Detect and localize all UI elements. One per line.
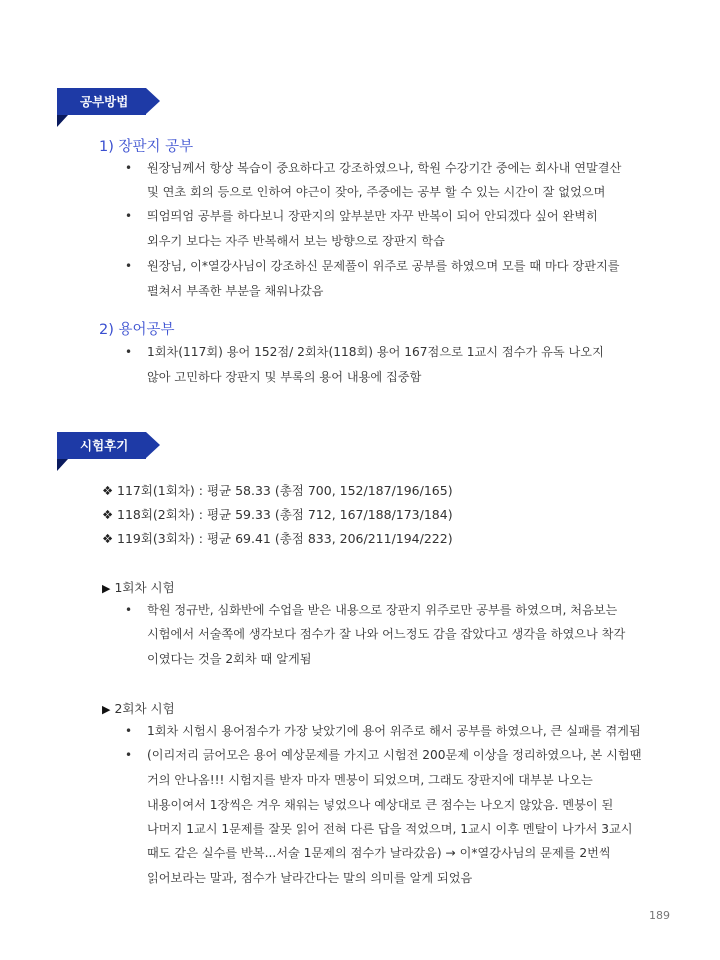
diamond-bullet-icon: ❖ bbox=[102, 507, 114, 522]
bullet: • bbox=[125, 161, 133, 175]
score-text: 119회(3회차) : 평균 69.41 (총점 833, 206/211/194/222) bbox=[117, 531, 453, 546]
text-line: 띄엄띄엄 공부를 하다보니 장판지의 앞부분만 자꾸 반복이 되어 안되겠다 싶어 완벽히 bbox=[147, 209, 598, 223]
text-line: 학원 정규반, 심화반에 수업을 받은 내용으로 장판지 위주로만 공부를 하였으며, 처음보는 bbox=[147, 603, 618, 617]
text-line: 및 연초 회의 등으로 인하여 야근이 잦아, 주중에는 공부 할 수 있는 시간이 잘 없었으며 bbox=[147, 185, 606, 199]
page-number: 189 bbox=[649, 909, 670, 922]
subheading-first-exam bbox=[102, 578, 175, 596]
subheading-text: 1회차 시험 bbox=[114, 580, 175, 595]
text-line: 외우기 보다는 자주 반복해서 보는 방향으로 장판지 학습 bbox=[147, 234, 445, 248]
text-line: (이리저리 긁어모은 용어 예상문제를 가지고 시험전 200문제 이상을 정리하였으나, 본 시험땐 bbox=[147, 748, 642, 762]
diamond-bullet-icon: ❖ bbox=[102, 483, 114, 498]
text-line: 않아 고민하다 장판지 및 부록의 용어 내용에 집중함 bbox=[147, 370, 422, 384]
text-line: 펼쳐서 부족한 부분을 채워나갔음 bbox=[147, 284, 324, 298]
text-line: 1회차(117회) 용어 152점/ 2회차(118회) 용어 167점으로 1교시 점수가 유독 나오지 bbox=[147, 345, 604, 359]
bullet: • bbox=[125, 345, 133, 359]
score-line-119 bbox=[102, 529, 453, 547]
score-text: 117회(1회차) : 평균 58.33 (총점 700, 152/187/196/165) bbox=[117, 483, 453, 498]
text-line: 내용이여서 1장씩은 겨우 채워는 넣었으나 예상대로 큰 점수는 나오지 않았음. 멘붕이 된 bbox=[147, 798, 614, 812]
triangle-bullet-icon: ▶ bbox=[102, 582, 111, 595]
section-tag-study-method bbox=[57, 88, 146, 115]
text-line: 나머지 1교시 1문제를 잘못 읽어 전혀 다른 답을 적었으며, 1교시 이후 멘탈이 나가서 3교시 bbox=[147, 822, 633, 836]
bullet: • bbox=[125, 259, 133, 273]
text-line: 때도 같은 실수를 반복...서술 1문제의 점수가 날라갔음) → 이*열강사님의 문제를 2번씩 bbox=[147, 846, 611, 860]
subheading-text: 2회차 시험 bbox=[114, 701, 175, 716]
bullet: • bbox=[125, 748, 133, 762]
bullet: • bbox=[125, 603, 133, 617]
text-line: 시험에서 서술쪽에 생각보다 점수가 잘 나와 어느정도 감을 잡았다고 생각을 하였으나 착각 bbox=[147, 627, 626, 641]
score-line-118 bbox=[102, 505, 453, 523]
section-tag-label: 시험후기 bbox=[80, 438, 129, 453]
bullet: • bbox=[125, 209, 133, 223]
tag-fold-decoration bbox=[57, 115, 68, 127]
subheading-second-exam bbox=[102, 699, 175, 717]
diamond-bullet-icon: ❖ bbox=[102, 531, 114, 546]
text-line: 원장님, 이*열강사님이 강조하신 문제풀이 위주로 공부를 하였으며 모를 때 마다 장판지를 bbox=[147, 259, 620, 273]
tag-fold-decoration bbox=[57, 459, 68, 471]
heading-term-study: 2) 용어공부 bbox=[99, 322, 175, 338]
text-line: 거의 안나옴!!! 시험지를 받자 마자 멘붕이 되었으며, 그래도 장판지에 대부분 나오는 bbox=[147, 773, 593, 787]
text-line: 읽어보라는 말과, 점수가 날라간다는 말의 의미를 알게 되었음 bbox=[147, 871, 473, 885]
score-line-117 bbox=[102, 481, 453, 499]
heading-layout-study: 1) 장판지 공부 bbox=[99, 139, 194, 155]
section-tag-label: 공부방법 bbox=[80, 94, 129, 109]
text-line: 원장님께서 항상 복습이 중요하다고 강조하였으나, 학원 수강기간 중에는 회사내 연말결산 bbox=[147, 161, 622, 175]
score-text: 118회(2회차) : 평균 59.33 (총점 712, 167/188/173/184) bbox=[117, 507, 453, 522]
text-line: 이였다는 것을 2회차 때 알게됨 bbox=[147, 652, 312, 666]
triangle-bullet-icon: ▶ bbox=[102, 703, 111, 716]
text-line: 1회차 시험시 용어점수가 가장 낮았기에 용어 위주로 해서 공부를 하였으나, 큰 실패를 겪게됨 bbox=[147, 724, 641, 738]
bullet: • bbox=[125, 724, 133, 738]
section-tag-exam-review bbox=[57, 432, 146, 459]
